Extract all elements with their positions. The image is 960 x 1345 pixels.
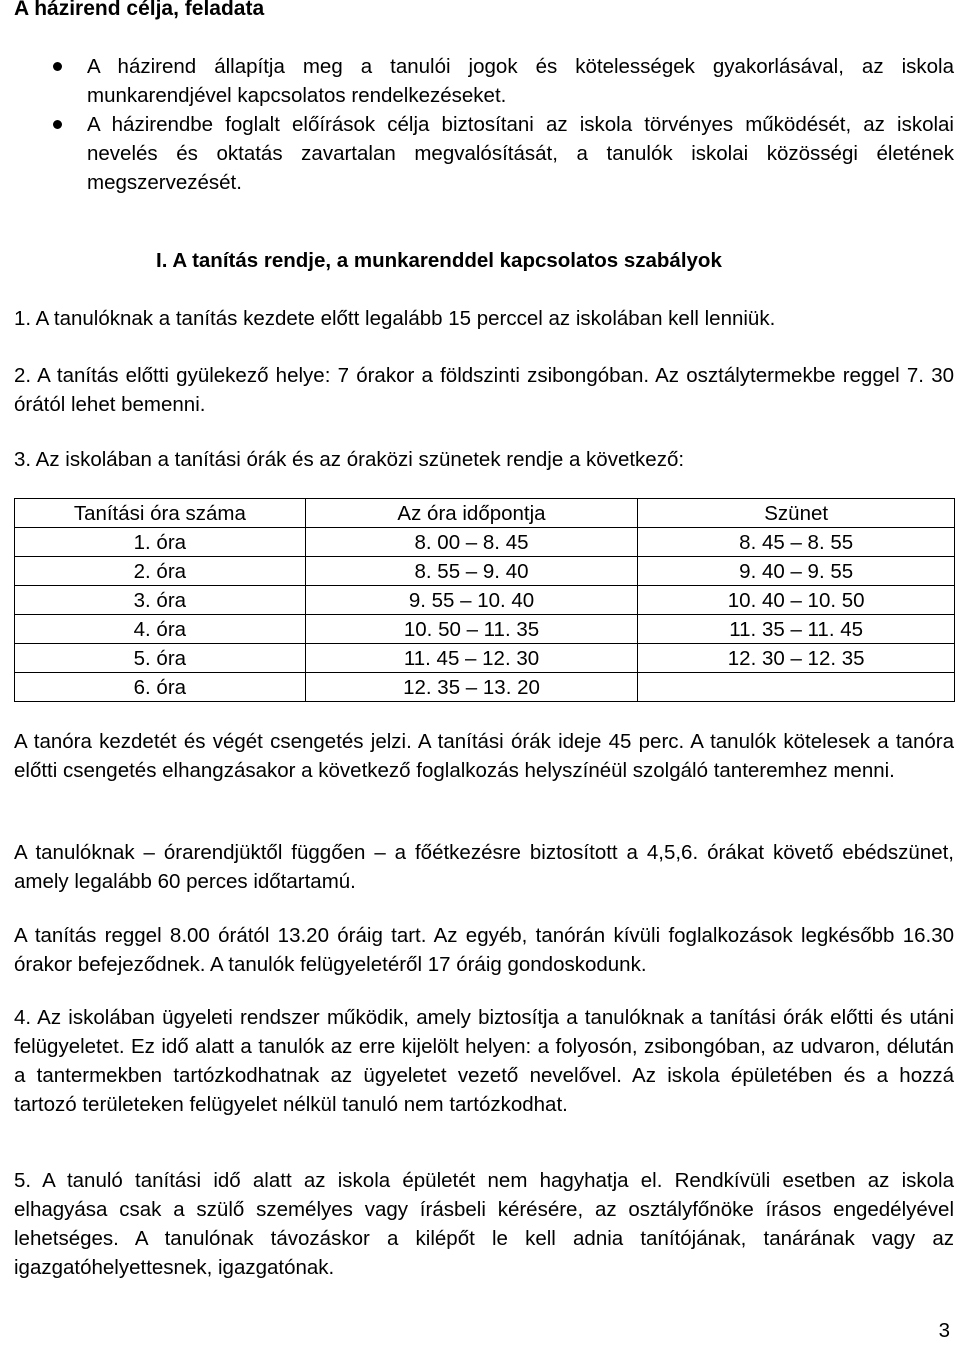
lunch-paragraph: A tanulóknak – órarendjüktől függően – a főétkezésre biztosított a 4,5,6. órákat követő ebédszünet, amely legalább 60 perces időtartamú. — [14, 841, 954, 893]
table-row — [15, 528, 955, 557]
lesson-number-cell: 6. óra — [15, 673, 306, 702]
hours-paragraph: A tanítás reggel 8.00 órától 13.20 óráig tart. Az egyéb, tanórán kívüli foglalkozások legkésőbb 16.30 órakor befejeződnek. A tanulók felügyeletéről 17 óráig gondoskodunk. — [14, 924, 954, 976]
lesson-time-cell: 9. 55 – 10. 40 — [305, 586, 638, 615]
table-row — [15, 673, 955, 702]
bullet-dot-icon — [53, 62, 62, 71]
table-row — [15, 557, 955, 586]
lesson-time-cell: 8. 55 – 9. 40 — [305, 557, 638, 586]
lesson-time-cell: 12. 35 – 13. 20 — [305, 673, 638, 702]
table-row — [15, 644, 955, 673]
header-lesson-number: Tanítási óra száma — [15, 499, 306, 528]
lesson-time-cell: 11. 45 – 12. 30 — [305, 644, 638, 673]
break-cell: 11. 35 – 11. 45 — [638, 615, 955, 644]
lesson-number-cell: 2. óra — [15, 557, 306, 586]
bullet-dot-icon — [53, 120, 62, 129]
rule-item-1: 1. A tanulóknak a tanítás kezdete előtt legalább 15 perccel az iskolában kell lenniük. — [14, 307, 776, 330]
bullet-item — [14, 110, 954, 197]
rule-item-2: 2. A tanítás előtti gyülekező helye: 7 órakor a földszinti zsibongóban. Az osztálytermekbe reggel 7. 30 órától lehet bemenni. — [14, 364, 954, 416]
lesson-number-cell: 1. óra — [15, 528, 306, 557]
lesson-time-cell: 8. 00 – 8. 45 — [305, 528, 638, 557]
purpose-bullet-list — [14, 52, 954, 197]
page-number: 3 — [938, 1319, 950, 1342]
rule-item-5: 5. A tanuló tanítási idő alatt az iskola épületét nem hagyhatja el. Rendkívüli esetben az iskola elhagyása csak a szülő személyes vagy írásbeli kérésére, az osztályfőnöke írásos engedélyével lehetséges. A tanulónak távozáskor a kilépőt le kell adnia tanítójának, tanárának vagy az igazgatóhelyettesnek, igazgatónak. — [14, 1169, 954, 1279]
header-lesson-time: Az óra időpontja — [305, 499, 638, 528]
bell-paragraph: A tanóra kezdetét és végét csengetés jelzi. A tanítási órák ideje 45 perc. A tanulók kötelesek a tanóra előtti csengetés elhangzásakor a következő foglalkozás helyszínéül szolgáló tanteremhez menni. — [14, 730, 954, 782]
lesson-number-cell: 3. óra — [15, 586, 306, 615]
lesson-number-cell: 5. óra — [15, 644, 306, 673]
break-cell: 12. 30 – 12. 35 — [638, 644, 955, 673]
break-cell: 8. 45 – 8. 55 — [638, 528, 955, 557]
break-cell: 10. 40 – 10. 50 — [638, 586, 955, 615]
break-cell: 9. 40 – 9. 55 — [638, 557, 955, 586]
table-header-row — [15, 499, 955, 528]
table-row — [15, 586, 955, 615]
table-row — [15, 615, 955, 644]
lesson-time-cell: 10. 50 – 11. 35 — [305, 615, 638, 644]
document-heading: A házirend célja, feladata — [14, 0, 265, 20]
bullet-item — [14, 52, 954, 110]
break-cell — [638, 673, 955, 702]
lesson-number-cell: 4. óra — [15, 615, 306, 644]
rule-item-4: 4. Az iskolában ügyeleti rendszer működik, amely biztosítja a tanulóknak a tanítási órák előtti és utáni felügyeletet. Ez idő alatt a tanulók az erre kijelölt helyen: a folyosón, zsibongóban, az udvaron, délután a tantermekben tartózkodhatnak az ügyeletet vezető nevelővel. Az iskola épületében és a hozzá tartozó területeken felügyelet nélkül tanuló nem tartózkodhat. — [14, 1006, 954, 1116]
header-break: Szünet — [638, 499, 955, 528]
lesson-schedule-table — [14, 498, 955, 702]
rule-item-3: 3. Az iskolában a tanítási órák és az óraközi szünetek rendje a következő: — [14, 448, 685, 471]
bullet-text: A házirend állapítja meg a tanulói jogok és kötelességek gyakorlásával, az iskola munkarendjével kapcsolatos rendelkezéseket. — [87, 55, 954, 107]
bullet-text: A házirendbe foglalt előírások célja biztosítani az iskola törvényes működését, az iskolai nevelés és oktatás zavartalan megvalósítását, a tanulók iskolai közösségi életének megszervezését. — [87, 113, 954, 194]
section-title: I. A tanítás rendje, a munkarenddel kapcsolatos szabályok — [156, 249, 722, 272]
